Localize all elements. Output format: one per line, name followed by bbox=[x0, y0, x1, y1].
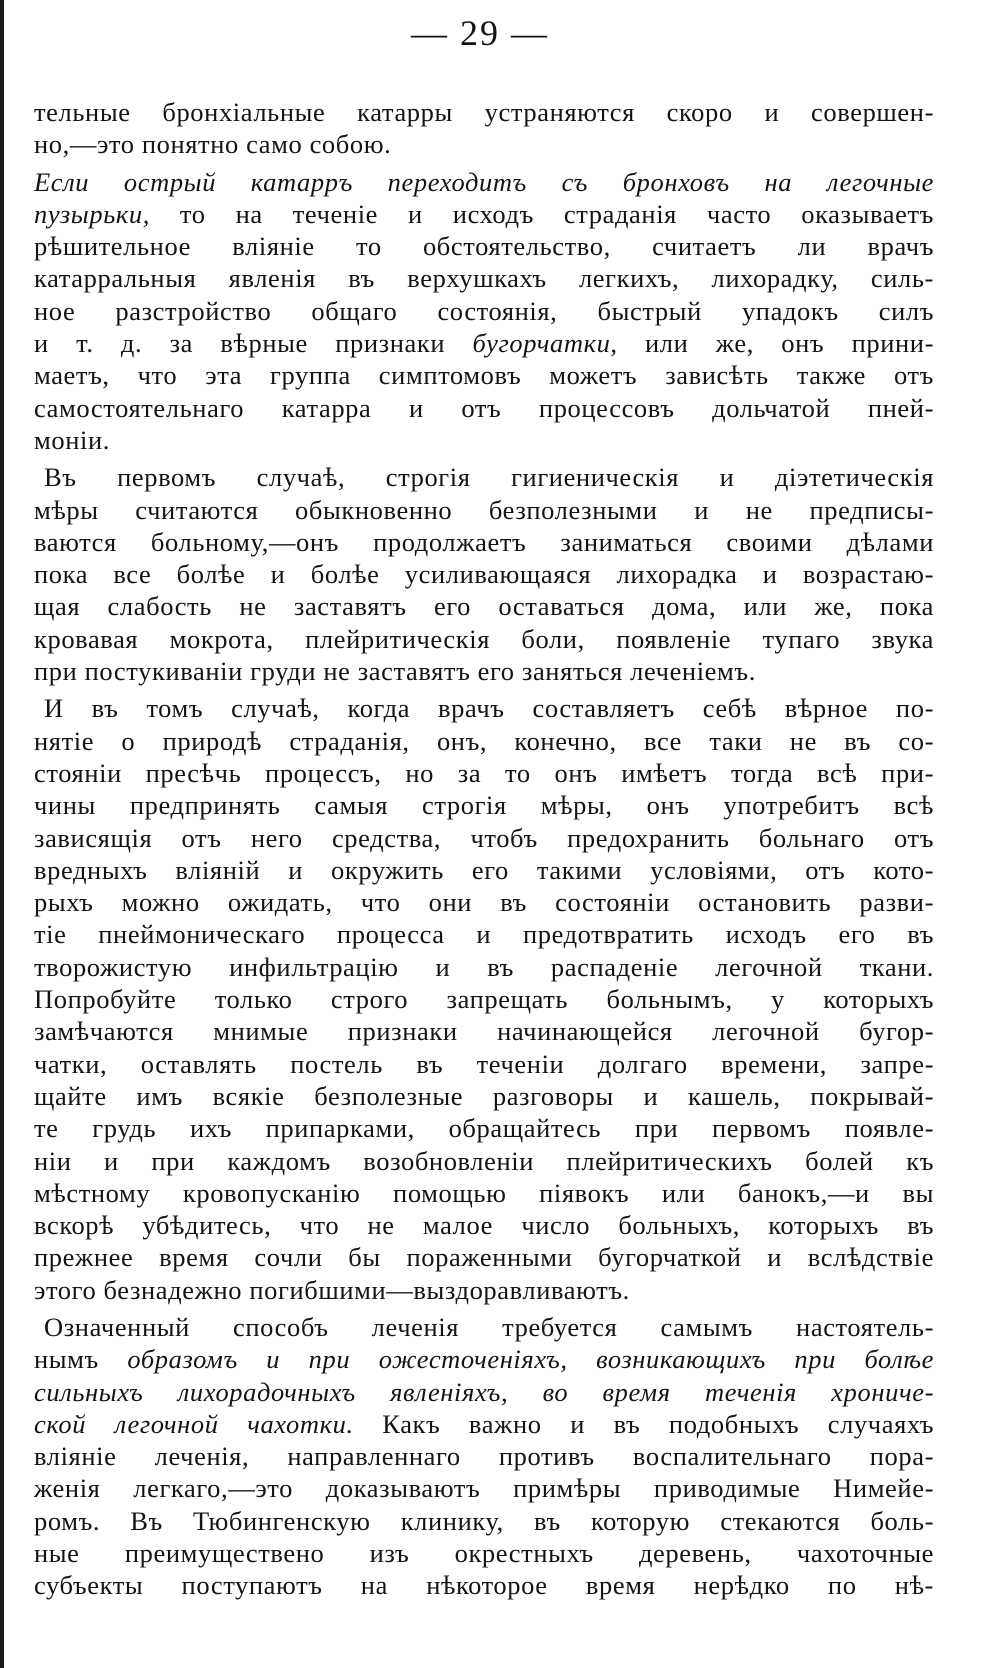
text-span: самостоятельнаго катарра и отъ процессовъ дольчатой пней- bbox=[34, 392, 934, 423]
text-span: ваются больному,—онъ продолжаетъ заниматься своими дѣлами bbox=[34, 526, 934, 557]
text-span: то на теченіе и исходъ страданія часто оказываетъ bbox=[149, 198, 934, 229]
text-span: рыхъ можно ожидать, что они въ состояніи остановить разви- bbox=[34, 887, 934, 918]
text-span: чатки, оставлять постель въ теченіи долгаго времени, запре- bbox=[34, 1048, 934, 1079]
text-line bbox=[34, 1048, 934, 1080]
text-line bbox=[34, 262, 934, 294]
text-line bbox=[34, 1145, 934, 1177]
text-span: маетъ, что эта группа симптомовъ можетъ зависѣть также отъ bbox=[34, 360, 934, 391]
paragraph bbox=[34, 461, 934, 687]
text-line bbox=[34, 623, 934, 655]
text-line bbox=[34, 725, 934, 757]
text-line bbox=[34, 918, 934, 950]
text-line bbox=[34, 1472, 934, 1504]
text-span: ное разстройство общаго состоянія, быстрый упадокъ силъ bbox=[34, 295, 934, 326]
text-line bbox=[34, 392, 934, 424]
text-line bbox=[34, 1505, 934, 1537]
text-span: но,—это понятно само собою. bbox=[34, 129, 392, 160]
italic-span: ской легочной чахотки. bbox=[34, 1408, 354, 1439]
text-span: прежнее время сочли бы пораженными бугорчаткой и вслѣдствіе bbox=[34, 1242, 934, 1273]
text-line bbox=[34, 198, 934, 230]
text-line bbox=[34, 822, 934, 854]
paragraph bbox=[34, 96, 934, 161]
text-line bbox=[34, 526, 934, 558]
text-span: Означенный способъ леченія требуется самымъ настоятель- bbox=[44, 1311, 934, 1342]
text-line bbox=[34, 1209, 934, 1241]
text-line bbox=[34, 1241, 934, 1273]
page-number: — 29 — bbox=[411, 13, 549, 53]
paragraph bbox=[34, 1311, 934, 1602]
text-line bbox=[34, 1015, 934, 1047]
text-line bbox=[34, 359, 934, 391]
text-line bbox=[34, 1343, 934, 1375]
text-span: творожистую инфильтрацію и въ распаденіе легочной ткани. bbox=[34, 951, 934, 982]
text-line bbox=[34, 1311, 934, 1343]
text-span: Попробуйте только строго запрещать больнымъ, у которыхъ bbox=[34, 984, 934, 1015]
paragraph bbox=[34, 692, 934, 1306]
scan-edge bbox=[0, 0, 4, 1668]
text-span: или же, онъ прини- bbox=[617, 328, 934, 359]
text-line bbox=[34, 854, 934, 886]
text-line bbox=[34, 295, 934, 327]
text-span: те грудь ихъ припарками, обращайтесь при первомъ появле- bbox=[34, 1113, 934, 1144]
text-span: замѣчаются мнимые признаки начинающейся легочной бугор- bbox=[34, 1016, 934, 1047]
text-span: нымъ bbox=[34, 1344, 128, 1375]
text-span: щайте имъ всякіе безполезные разговоры и кашель, покрывай- bbox=[34, 1080, 934, 1111]
text-line bbox=[34, 494, 934, 526]
text-line bbox=[34, 166, 934, 198]
text-span: ные преимуществено изъ окрестныхъ деревень, чахоточные bbox=[34, 1538, 934, 1569]
text-line bbox=[34, 1440, 934, 1472]
text-line bbox=[34, 886, 934, 918]
text-line bbox=[34, 1274, 934, 1306]
text-line bbox=[34, 983, 934, 1015]
text-line bbox=[34, 1537, 934, 1569]
italic-span: образомъ и при ожесточеніяхъ, возникающихъ при болѣе bbox=[127, 1344, 934, 1375]
text-span: нятіе о природѣ страданія, онъ, конечно, все таки не въ со- bbox=[34, 725, 934, 756]
text-line bbox=[34, 692, 934, 724]
text-span: зависящія отъ него средства, чтобъ предохранить больнаго отъ bbox=[34, 822, 934, 853]
text-span: мѣстному кровопусканію помощью піявокъ или банокъ,—и вы bbox=[34, 1177, 934, 1208]
text-line bbox=[34, 424, 934, 456]
text-span: моніи. bbox=[34, 424, 110, 455]
text-line bbox=[34, 128, 934, 160]
text-line bbox=[34, 230, 934, 262]
text-span: чины предпринять самыя строгія мѣры, онъ употребитъ всѣ bbox=[34, 790, 934, 821]
italic-span: пузырьки, bbox=[34, 198, 150, 229]
text-span: вліяніе леченія, направленнаго противъ воспалительнаго пора- bbox=[34, 1441, 934, 1472]
text-line bbox=[34, 789, 934, 821]
text-span: этого безнадежно погибшими—выздоравливаютъ. bbox=[34, 1274, 630, 1305]
text-line bbox=[34, 1408, 934, 1440]
italic-span: сильныхъ лихорадочныхъ явленіяхъ, во время теченія хрониче- bbox=[34, 1376, 934, 1407]
body-text bbox=[34, 96, 934, 1602]
italic-span: бугорчатки, bbox=[472, 328, 618, 359]
text-line bbox=[34, 1112, 934, 1144]
text-span: ромъ. Въ Тюбингенскую клинику, въ которую стекаются боль- bbox=[34, 1505, 934, 1536]
text-line bbox=[34, 655, 934, 687]
text-span: пока все болѣе и болѣе усиливающаяся лихорадка и возрастаю- bbox=[34, 559, 934, 590]
text-span: мѣры считаются обыкновенно безполезными и не предписы- bbox=[34, 494, 934, 525]
text-line bbox=[34, 757, 934, 789]
text-span: стояніи пресѣчь процессъ, но за то онъ имѣетъ тогда всѣ при- bbox=[34, 757, 934, 788]
text-line bbox=[34, 327, 934, 359]
text-span: катарральныя явленія въ верхушкахъ легкихъ, лихорадку, силь- bbox=[34, 263, 934, 294]
text-span: рѣшительное вліяніе то обстоятельство, считаетъ ли врачъ bbox=[34, 231, 934, 262]
text-span: женія легкаго,—это доказываютъ примѣры приводимые Нимейе- bbox=[34, 1473, 934, 1504]
text-span: вскорѣ убѣдитесь, что не малое число больныхъ, которыхъ въ bbox=[34, 1210, 934, 1241]
text-line bbox=[34, 590, 934, 622]
text-span: кровавая мокрота, плейритическія боли, появленіе тупаго звука bbox=[34, 623, 934, 654]
text-line bbox=[34, 96, 934, 128]
paragraph bbox=[34, 166, 934, 457]
text-line bbox=[34, 1376, 934, 1408]
text-line bbox=[34, 1080, 934, 1112]
text-line bbox=[34, 1569, 934, 1601]
text-span: и т. д. за вѣрные признаки bbox=[34, 328, 473, 359]
text-span: щая слабость не заставятъ его оставаться дома, или же, пока bbox=[34, 591, 934, 622]
text-span: тіе пнеймоническаго процесса и предотвратить исходъ его въ bbox=[34, 919, 934, 950]
text-span: вредныхъ вліяній и окружить его такими условіями, отъ кото- bbox=[34, 854, 934, 885]
text-span: субъекты поступаютъ на нѣкоторое время нерѣдко по нѣ- bbox=[34, 1570, 934, 1601]
text-span: Въ первомъ случаѣ, строгія гигиеническія и діэтетическія bbox=[44, 462, 934, 493]
text-span: И въ томъ случаѣ, когда врачъ составляетъ себѣ вѣрное по- bbox=[44, 693, 934, 724]
text-line bbox=[34, 1177, 934, 1209]
text-span: при постукиваніи груди не заставятъ его заняться леченіемъ. bbox=[34, 656, 756, 687]
italic-span: Если острый катарръ переходитъ съ бронховъ на легочные bbox=[34, 166, 934, 197]
text-span: тельные бронхіальные катарры устраняются скоро и совершен- bbox=[34, 97, 934, 127]
text-span: Какъ важно и въ подобныхъ случаяхъ bbox=[353, 1408, 934, 1439]
text-line bbox=[34, 558, 934, 590]
text-line bbox=[34, 951, 934, 983]
text-line bbox=[34, 461, 934, 493]
text-span: ніи и при каждомъ возобновленіи плейритическихъ болей къ bbox=[34, 1145, 934, 1176]
